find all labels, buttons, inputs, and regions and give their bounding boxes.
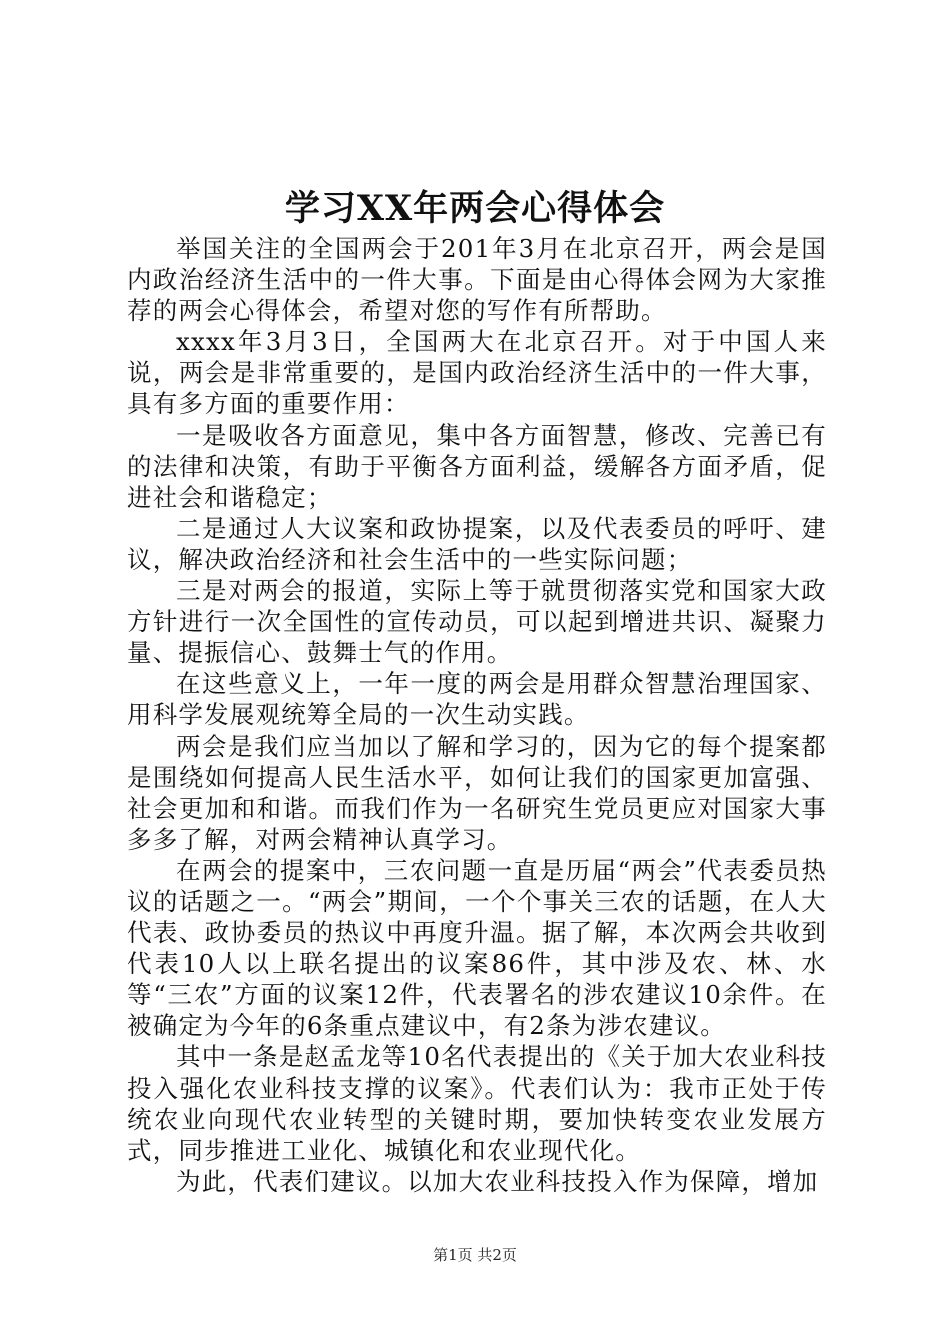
page-number-footer: 第1页 共2页 (433, 1246, 517, 1264)
paragraph: 在两会的提案中，三农问题一直是历届“两会”代表委员热议的话题之一。“两会”期间，一个个事关三农的话题，在人大代表、政协委员的热议中再度升温。据了解，本次两会共收到代表10人以上联名提出的议案86件，其中涉及农、林、水等“三农”方面的议案12件，代表署名的涉农建议10余件。在被确定为今年的6条重点建议中，有2条为涉农建议。 (127, 855, 827, 1041)
paragraph: 三是对两会的报道，实际上等于就贯彻落实党和国家大政方针进行一次全国性的宣传动员，可以起到增进共识、凝聚力量、提振信心、鼓舞士气的作用。 (127, 576, 827, 668)
paragraph: 二是通过人大议案和政协提案，以及代表委员的呼吁、建议，解决政治经济和社会生活中的一些实际问题； (127, 513, 827, 574)
paragraph: 一是吸收各方面意见，集中各方面智慧，修改、完善已有的法律和决策，有助于平衡各方面利益，缓解各方面矛盾，促进社会和谐稳定； (127, 420, 827, 512)
paragraph: xxxx年3月3日，全国两大在北京召开。对于中国人来说，两会是非常重要的，是国内政治经济生活中的一件大事，具有多方面的重要作用： (127, 327, 827, 419)
document-body (127, 233, 827, 1197)
paragraph: 举国关注的全国两会于201年3月在北京召开，两会是国内政治经济生活中的一件大事。下面是由心得体会网为大家推荐的两会心得体会，希望对您的写作有所帮助。 (127, 234, 827, 326)
paragraph: 为此，代表们建议。以加大农业科技投入作为保障，增加 (176, 1166, 819, 1196)
paragraph: 两会是我们应当加以了解和学习的，因为它的每个提案都是围绕如何提高人民生活水平，如何让我们的国家更加富强、社会更加和和谐。而我们作为一名研究生党员更应对国家大事多多了解，对两会精神认真学习。 (127, 731, 827, 854)
document-title: 学习XX年两会心得体会 (284, 188, 666, 229)
paragraph: 在这些意义上，一年一度的两会是用群众智慧治理国家、用科学发展观统筹全局的一次生动实践。 (127, 669, 827, 730)
paragraph: 其中一条是赵孟龙等10名代表提出的《关于加大农业科技投入强化农业科技支撑的议案》。代表们认为：我市正处于传统农业向现代农业转型的关键时期，要加快转变农业发展方式，同步推进工业化、城镇化和农业现代化。 (127, 1042, 827, 1165)
